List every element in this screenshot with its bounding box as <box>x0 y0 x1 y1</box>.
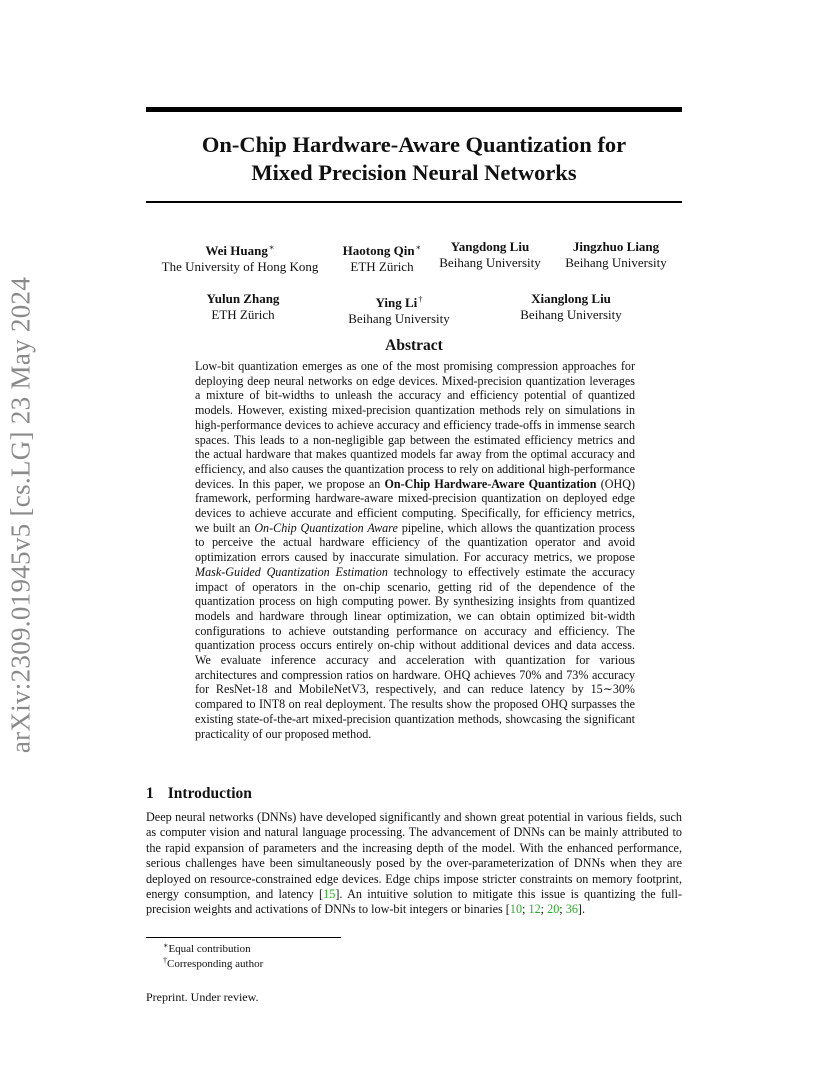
abstract-text: pipeline, which allows the quantization process to perceive the actual hardware efficiency of the quantization operator and avoid optimization errors caused by inaccurate simulation. For accuracy metrics, we propose <box>195 520 635 565</box>
footnote <box>163 954 263 971</box>
intro-text: ]. An intuitive solution to mitigate this issue is quantizing the full-precision weights and activations of DNNs to low-bit integers or binaries [ <box>146 887 683 917</box>
author-name: Xianglong Liu <box>531 291 611 306</box>
citation-link[interactable]: 12 <box>528 902 541 917</box>
abstract-italic-term: On-Chip Quantization Aware <box>254 520 398 535</box>
abstract-heading: Abstract <box>385 337 443 354</box>
author-affiliation: Beihang University <box>520 307 622 322</box>
author-block <box>520 291 621 323</box>
footnote-mark: † <box>163 956 167 965</box>
author-affiliation: Beihang University <box>348 311 450 326</box>
footnote-rule <box>146 937 341 938</box>
citation-separator: ; <box>559 902 566 917</box>
abstract-bold-term: On-Chip Hardware-Aware Quantization <box>384 476 597 491</box>
intro-text: ]. <box>577 902 586 917</box>
author-name: Yangdong Liu <box>450 239 530 254</box>
title-top-rule <box>146 107 682 112</box>
author-name: Wei Huang <box>205 243 268 258</box>
author-name: Jingzhuo Liang <box>572 239 660 254</box>
author-mark: ∗ <box>268 242 275 252</box>
author-mark: † <box>418 294 423 304</box>
author-name: Haotong Qin <box>342 243 415 258</box>
citation-separator: ; <box>522 902 529 917</box>
introduction-paragraph <box>146 810 682 918</box>
abstract-body <box>195 359 635 741</box>
author-mark: ∗ <box>415 242 422 252</box>
section-number: 1 <box>146 785 154 802</box>
citation-link[interactable]: 20 <box>547 902 560 917</box>
intro-text: Deep neural networks (DNNs) have developed significantly and shown great potential in various fields, such as computer vision and natural language processing. The advancement of DNNs can be mainly attributed to the rapid expansion of parameters and the increasing depth of the model. With the enhanced performance, serious challenges have been simultaneously posed by the over-parameterization of DNNs when they are deployed on resource-constrained edge devices. Edge chips impose stricter constraints on memory footprint, energy consumption, and latency [ <box>146 810 682 902</box>
citation-link[interactable]: 10 <box>509 902 523 917</box>
author-affiliation: The University of Hong Kong <box>161 259 319 274</box>
abstract-text: Low-bit quantization emerges as one of the most promising compression approaches for deploying deep neural networks on edge devices. Mixed-precision quantization leverages a mixture of bit-widths to unleash the accuracy and efficiency potential of quantized models. However, existing mixed-precision quantization methods rely on simulations in high-performance devices to achieve accuracy and efficiency trade-offs in immense search spaces. This leads to a non-negligible gap between the estimated efficiency metrics and the actual hardware that makes quantized models far away from the optimal accuracy and efficiency, and also causes the quantization process to rely on additional high-performance devices. In this paper, we propose an <box>195 359 635 491</box>
footnote-text: Corresponding author <box>167 958 264 970</box>
citation-separator: ; <box>540 902 548 917</box>
paper-title <box>146 131 682 187</box>
title-bottom-rule <box>146 201 682 203</box>
section-heading <box>146 785 252 803</box>
author-affiliation: ETH Zürich <box>211 307 275 322</box>
preprint-note: Preprint. Under review. <box>146 990 259 1004</box>
section-title: Introduction <box>167 785 252 802</box>
author-block <box>207 291 280 323</box>
footnote-text: Equal contribution <box>168 943 251 955</box>
citation-link[interactable]: 15 <box>323 887 336 902</box>
title-line-2: Mixed Precision Neural Networks <box>251 160 577 185</box>
abstract-text: technology to effectively estimate the accuracy impact of operators in the on-chip scenario, getting rid of the dependence of the quantization process on high computing power. By synthesizing insights from quantized models and hardware through linear optimization, we can obtain optimized bit-width configurations to achieve outstanding performance on accuracy and efficiency. The quantization process occurs entirely on-chip without additional devices and data access. We evaluate inference accuracy and acceleration with quantization for various architectures and compression ratios on hardware. OHQ achieves 70% and 73% accuracy for ResNet-18 and MobileNetV3, respectively, and can reduce latency by 15∼30% compared to INT8 on real deployment. The results show the proposed OHQ surpasses the existing state-of-the-art mixed-precision quantization methods, showcasing the significant practicality of our proposed method. <box>195 564 635 741</box>
footnote-mark: ∗ <box>163 941 169 950</box>
abstract-italic-term: Mask-Guided Quantization Estimation <box>195 564 388 579</box>
author-block <box>343 239 422 275</box>
author-block <box>565 239 666 271</box>
arxiv-identifier: arXiv:2309.01945v5 [cs.LG] 23 May 2024 <box>5 276 36 754</box>
abstract-text: (OHQ) framework, performing hardware-aware mixed-precision quantization on deployed edge devices to achieve accurate and efficient computing. Specifically, for efficiency metrics, we built an <box>195 476 635 535</box>
author-block <box>162 239 319 275</box>
citation-link[interactable]: 36 <box>565 902 578 917</box>
author-name: Yulun Zhang <box>206 291 280 306</box>
author-block <box>439 239 540 271</box>
author-name: Ying Li <box>375 295 418 310</box>
author-block <box>348 291 449 327</box>
title-line-1: On-Chip Hardware-Aware Quantization for <box>201 132 627 157</box>
author-affiliation: ETH Zürich <box>350 259 414 274</box>
author-affiliation: Beihang University <box>439 255 541 270</box>
author-affiliation: Beihang University <box>565 255 667 270</box>
